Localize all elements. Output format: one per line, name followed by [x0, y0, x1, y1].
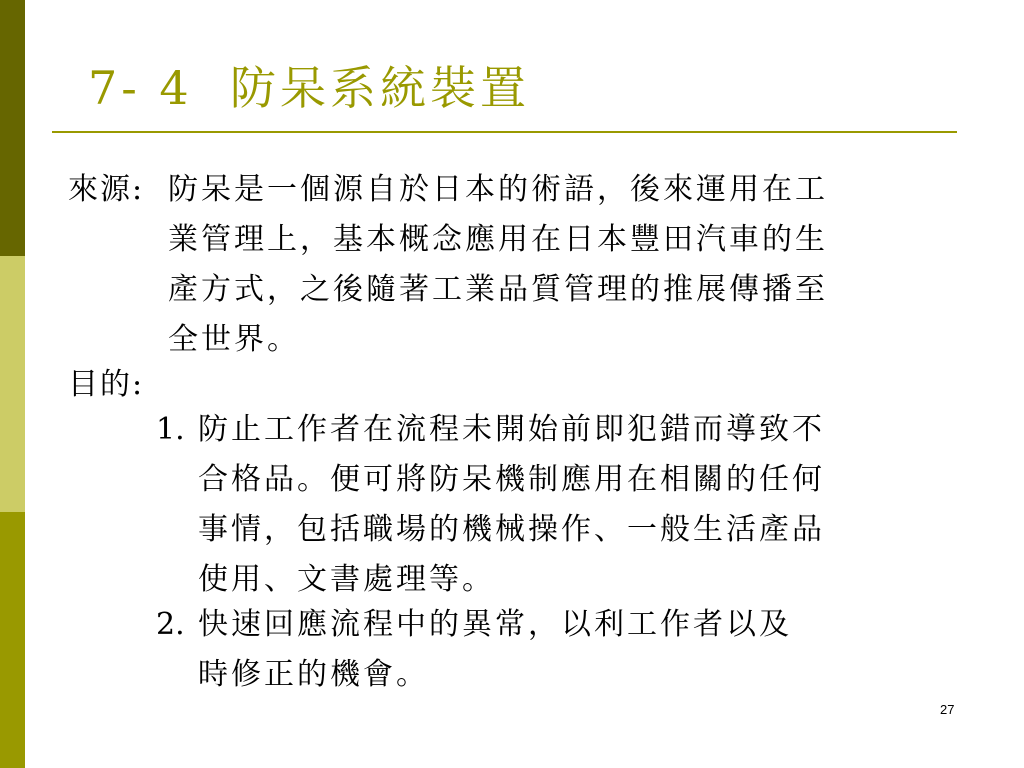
list-item-line: 合格品。便可將防呆機制應用在相關的任何 [198, 462, 825, 497]
page-number: 27 [940, 702, 955, 717]
list-item-number: 2. [156, 607, 185, 642]
purpose-label: 目的: [68, 367, 145, 402]
list-item-line: 事情，包括職場的機械操作、一般生活產品 [198, 512, 825, 547]
list-item-line: 時修正的機會。 [198, 657, 429, 692]
list-item-line: 快速回應流程中的異常，以利工作者以及 [198, 607, 792, 642]
list-item-number: 1. [156, 412, 185, 447]
list-item-line: 使用、文書處理等。 [198, 562, 495, 597]
source-line: 防呆是一個源自於日本的術語，後來運用在工 [168, 172, 828, 207]
source-line: 全世界。 [168, 322, 300, 357]
slide-title: 7- 4 防呆系統裝置 [88, 61, 530, 115]
source-label: 來源: [68, 172, 145, 207]
list-item-line: 防止工作者在流程未開始前即犯錯而導致不 [198, 412, 825, 447]
source-line: 產方式，之後隨著工業品質管理的推展傳播至 [168, 272, 828, 307]
source-line: 業管理上，基本概念應用在日本豐田汽車的生 [168, 222, 828, 257]
